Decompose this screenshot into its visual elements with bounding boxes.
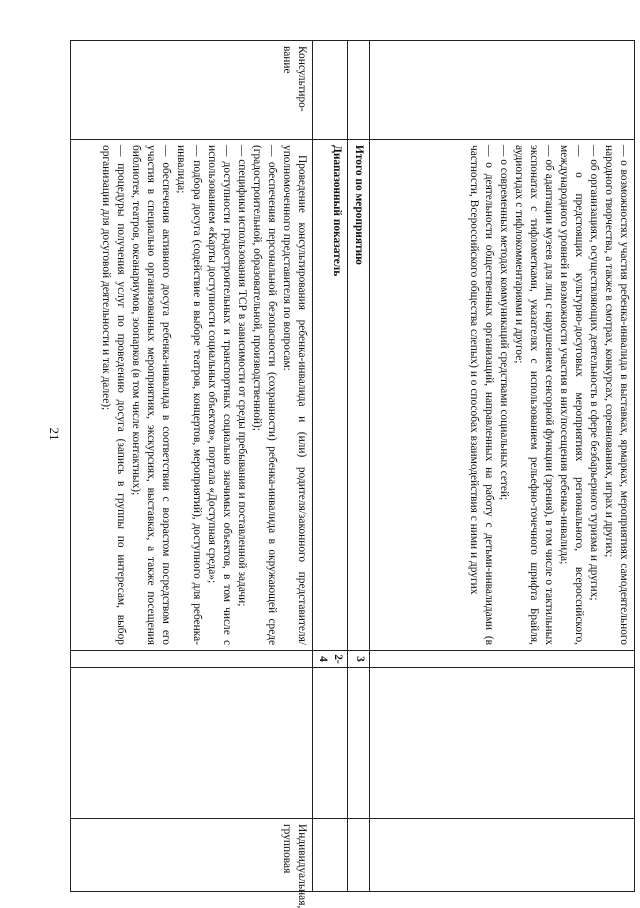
list-item: — об адаптации музеев для лиц с нарушением сенсорной функции (зрения), в том числе о тактильных экспонатах с тифлометками, указателях с использованием рельефно-точечного шрифта Брайля, аудиогидах с тифлокомментариями и другое; bbox=[512, 145, 555, 645]
range-value: 2-4 bbox=[312, 651, 347, 668]
cell-empty-name bbox=[370, 41, 635, 140]
cell-empty bbox=[347, 819, 369, 892]
range-label: Диапазонный показатель bbox=[312, 140, 347, 651]
cell-empty bbox=[312, 668, 347, 819]
cell-empty bbox=[312, 819, 347, 892]
cell-empty bbox=[71, 651, 313, 668]
services-table-sheet bbox=[70, 40, 635, 908]
list-item: — о предстоящих культурно-досуговых мероприятиях регионального, всероссийского, международного уровней и возможности участия в них/посещения ребенка-инвалида; bbox=[557, 145, 585, 645]
list-item: — подбора досуга (содействие в выборе театров, концертов, мероприятий), доступного для ребенка-инвалида; bbox=[175, 145, 203, 645]
cell-empty bbox=[347, 41, 369, 140]
services-table bbox=[70, 40, 635, 908]
rotated-page bbox=[70, 40, 635, 908]
cell-empty bbox=[71, 668, 313, 819]
cell-empty-extra bbox=[370, 668, 635, 819]
service-name: Консультиро-вание bbox=[71, 41, 313, 140]
list-item: — о возможностях участия ребенка-инвалида в выставках, ярмарках, мероприятиях самодеятельного народного творчества, а также в смотрах, конкурсах, соревнованиях, играх и других; bbox=[602, 145, 630, 645]
table-row-continuation bbox=[370, 41, 635, 892]
table-row-consulting bbox=[71, 41, 313, 892]
cell-info-items bbox=[370, 140, 635, 651]
page-number: 21 bbox=[47, 427, 62, 441]
summary-value: 3 bbox=[347, 651, 369, 668]
cell-empty-form bbox=[370, 819, 635, 892]
service-form: Индивидуальная, групповая bbox=[71, 819, 313, 892]
cell-empty bbox=[347, 668, 369, 819]
cell-empty bbox=[312, 41, 347, 140]
list-item: — обеспечения активного досуга ребенка-инвалида в соответствии с возрастом посредством его участия в специально организованных мероприятиях, экскурсиях, выставках, а также посещения библиотек, театров, океанариумов, зоопарков (в том числе контактных); bbox=[130, 145, 173, 645]
table-row-summary bbox=[347, 41, 369, 892]
consult-intro: Проведение консультирования ребенка-инвалида и (или) родителя/законного представителя/уполномоченного представителя по вопросам: bbox=[280, 145, 308, 645]
list-item: — доступности градостроительных и транспортных социально значимых объектов, в том числе с использованием «Карты доступности социальных объектов», портала «Доступная среда»; bbox=[205, 145, 233, 645]
table-row-range bbox=[312, 41, 347, 892]
list-item: — процедуры получения услуг по проведению досуга (запись в группы по интересам, выбор организации для досуговой деятельности и так далее); bbox=[100, 145, 128, 645]
cell-consult-items bbox=[71, 140, 313, 651]
summary-label: Итого по мероприятию bbox=[347, 140, 369, 651]
list-item: — специфики использования ТСР в зависимости от среды пребывания и поставленной задачи; bbox=[235, 145, 248, 607]
list-item: — об организациях, осуществляющих деятельность в сфере безбарьерного туризма и других; bbox=[587, 145, 600, 601]
cell-empty-count bbox=[370, 651, 635, 668]
list-item: — о деятельности общественных организаций, направленных на работу с детьми-инвалидами (в частности, Всероссийского общества слепых) и о способах взаимодействия с ними и других bbox=[467, 145, 495, 645]
list-item: — обеспечения персональной безопасности (сохранности) ребенка-инвалида в окружающей среде (градостроительной, образовательной, производственной); bbox=[250, 145, 278, 645]
list-item: — о современных методах коммуникаций средствами социальных сетей; bbox=[497, 145, 510, 501]
